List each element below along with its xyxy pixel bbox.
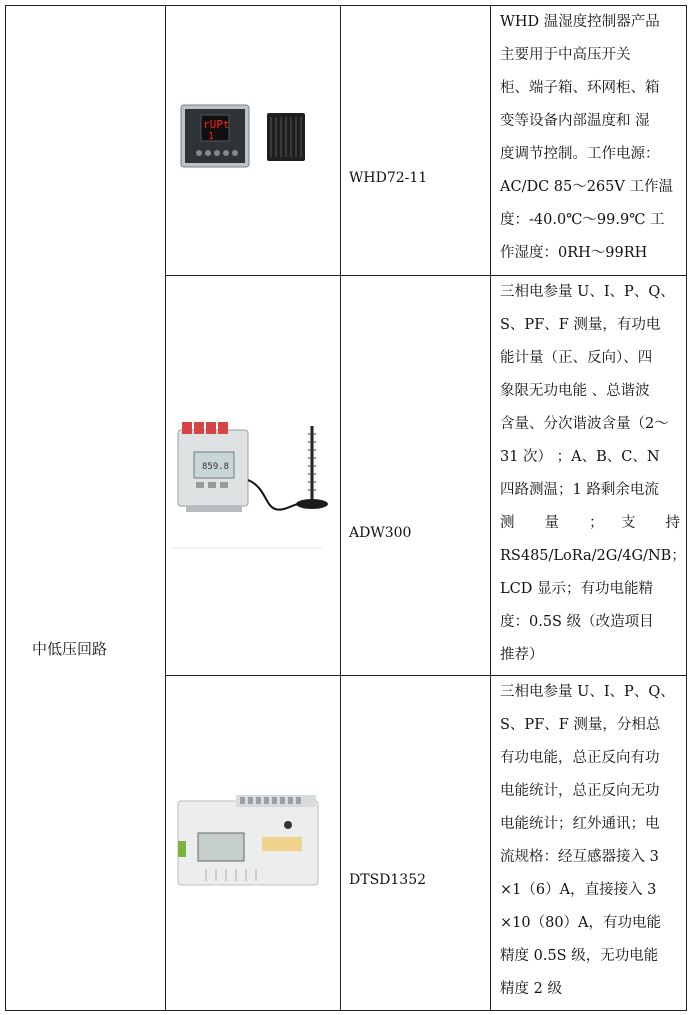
table-border-left [5, 5, 6, 1010]
model-number: DTSD1352 [349, 872, 427, 888]
description-line: 电能统计，总正反向无功 [500, 783, 660, 799]
table-border-right [686, 5, 687, 1010]
svg-text:859.8: 859.8 [202, 462, 230, 472]
description-line: ×1（6）A，直接接入 3 [500, 882, 657, 898]
description-line: 变等设备内部温度和 湿 [500, 113, 650, 129]
controller-display-text: rUPt [203, 118, 230, 131]
description-line: 作湿度：0RH～99RH [500, 245, 648, 261]
product-description [500, 6, 680, 270]
description-line: S、PF、F 测量，分相总 [500, 717, 661, 733]
table-column-divider [340, 5, 341, 1010]
description-line: 电能统计；红外通讯；电 [500, 816, 660, 832]
dtsd1352-product-image [176, 795, 326, 890]
description-line: ×10（80）A，有功电能 [500, 915, 662, 931]
product-description [500, 276, 686, 672]
product-description [500, 676, 680, 1006]
adw300-product-image [172, 420, 332, 550]
description-line: 能计量（正、反向）、四 [500, 350, 653, 366]
description-line: WHD 温湿度控制器产品 [500, 14, 660, 30]
description-line: 三相电参量 U、I、P、Q、 [500, 284, 675, 300]
description-line: 测 量 ； 支 持 [500, 515, 680, 531]
description-line: 含量、分次谐波含量（2～ [500, 416, 669, 432]
table-border-bottom [5, 1010, 687, 1011]
description-line: 有功电能，总正反向有功 [500, 750, 660, 766]
description-line: 推荐） [500, 647, 544, 663]
description-line: 精度 2 级 [500, 981, 562, 997]
table-column-divider [165, 5, 166, 1010]
description-line: 四路测温；1 路剩余电流 [500, 482, 659, 498]
description-line: RS485/LoRa/2G/4G/NB； [500, 548, 686, 564]
description-line: 流规格：经互感器接入 3 [500, 849, 659, 865]
description-line: 柜、端子箱、环网柜、箱 [500, 80, 660, 96]
whd72-product-image [175, 95, 335, 175]
description-line: 31 次） ；A、B、C、N [500, 449, 660, 465]
svg-text:1: 1 [208, 131, 215, 142]
table-column-divider [490, 5, 491, 1010]
description-line: AC/DC 85～265V 工作温 [500, 179, 673, 195]
description-line: LCD 显示；有功电能精 [500, 581, 653, 597]
description-line: 精度 0.5S 级，无功电能 [500, 948, 659, 964]
description-line: S、PF、F 测量，有功电 [500, 317, 661, 333]
description-line: 度：0.5S 级（改造项目 [500, 614, 654, 630]
model-number: WHD72-11 [349, 170, 428, 186]
category-label: 中低压回路 [32, 640, 108, 658]
model-number: ADW300 [349, 525, 412, 541]
description-line: 三相电参量 U、I、P、Q、 [500, 684, 675, 700]
description-line: 度：-40.0℃～99.9℃ 工 [500, 212, 665, 228]
description-line: 象限无功电能 、总谐波 [500, 383, 650, 399]
description-line: 度调节控制。工作电源： [500, 146, 660, 162]
description-line: 主要用于中高压开关 [500, 47, 631, 63]
